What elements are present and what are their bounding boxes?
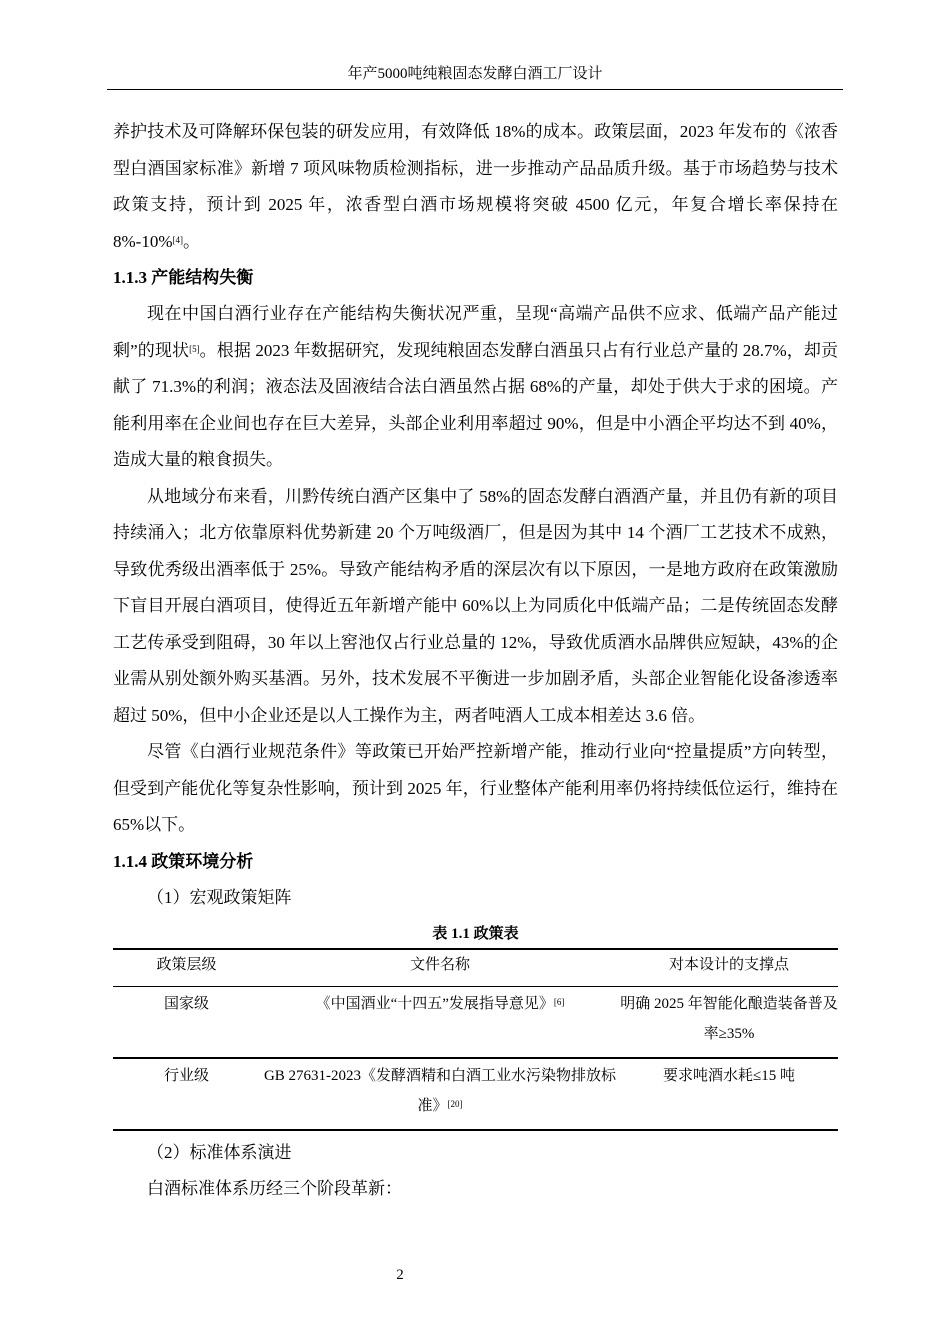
table-caption: 表 1.1 政策表	[432, 925, 519, 942]
column-header-support: 对本设计的支撑点	[668, 956, 789, 973]
document-title: 《中国酒业“十四五”发展指导意见》	[315, 995, 554, 1012]
subheading-macro-policy: （1）宏观政策矩阵	[147, 887, 292, 907]
table-header-row	[113, 949, 838, 987]
header-rule	[107, 89, 843, 90]
citation: [5]	[189, 343, 200, 354]
citation: [20]	[447, 1098, 463, 1109]
paragraph-policy-control: 尽管《白酒行业规范条件》等政策已开始严控新增产能，推动行业向“控量提质”方向转型，但受到产能优化等复杂性影响，预计到 2025 年，行业整体产能利用率仍将持续低位运行，维持在 65%以下。	[113, 742, 838, 834]
paragraph-text: 养护技术及可降解环保包装的研发应用，有效降低 18%的成本。政策层面，2023 年发布的《浓香型白酒国家标准》新增 7 项风味物质检测指标，进一步推动产品品质升级。基于市场趋势与技术政策支持，预计到 2025 年，浓香型白酒市场规模将突破 4500 亿元，年复合增长率保持在 8%-10%	[113, 122, 838, 251]
document-title: GB 27631-2023《发酵酒精和白酒工业水污染物排放标准》	[263, 1067, 617, 1114]
table-row	[113, 1058, 838, 1130]
paragraph-continued	[113, 114, 838, 260]
paragraph-text-end: 。	[182, 231, 200, 251]
cell-support: 要求吨酒水耗≤15 吨	[663, 1067, 795, 1084]
section-heading-1-1-4: 1.1.4 政策环境分析	[113, 851, 254, 871]
page-number: 2	[396, 1267, 404, 1283]
policy-table	[113, 948, 838, 1131]
cell-document	[260, 1058, 620, 1130]
paragraph-text: 。根据 2023 年数据研究，发现纯粮固态发酵白酒虽只占有行业总产量的 28.7%，却贡献了 71.3%的利润；液态法及固液结合法白酒虽然占据 68%的产量，却处于供大于求的困境。产能利用率在企业间也存在巨大差异，头部企业利用率超过 90%，但是中小酒企平均达不到 40%，造成大量的粮食损失。	[113, 340, 838, 469]
paragraph-capacity-imbalance	[113, 296, 838, 479]
page-body	[113, 114, 838, 1207]
table-row	[113, 986, 838, 1058]
paragraph-text: 现在中国白酒行业存在产能结构失衡状况严重，呈现“高端产品供不应求、低端产品产能过剩”的现状	[113, 304, 838, 360]
running-header: 年产5000吨纯粮固态发酵白酒工厂设计	[347, 66, 603, 82]
column-header-level: 政策层级	[156, 956, 217, 973]
paragraph-regional-distribution: 从地域分布来看，川黔传统白酒产区集中了 58%的固态发酵白酒酒产量，并且仍有新的项目持续涌入；北方依靠原料优势新建 20 个万吨级酒厂，但是因为其中 14 个酒厂工艺技术不成熟，导致优秀级出酒率低于 25%。导致产能结构矛盾的深层次有以下原因，一是地方政府在政策激励下盲目开展白酒项目，使得近五年新增产能中 60%以上为同质化中低端产品；二是传统固态发酵工艺传承受到阻碍，30 年以上窖池仅占行业总量的 12%，导致优质酒水品牌供应短缺，43%的企业需从别处额外购买基酒。另外，技术发展不平衡进一步加剧矛盾，头部企业智能化设备渗透率超过 50%，但中小企业还是以人工操作为主，两者吨酒人工成本相差达 3.6 倍。	[113, 486, 838, 725]
citation: [6]	[553, 996, 565, 1007]
citation: [4]	[172, 234, 183, 245]
cell-level: 行业级	[163, 1067, 209, 1084]
cell-document	[260, 986, 620, 1058]
cell-level: 国家级	[163, 995, 209, 1012]
paragraph-standard-stages: 白酒标准体系历经三个阶段革新：	[147, 1178, 402, 1198]
section-heading-1-1-3: 1.1.3 产能结构失衡	[113, 268, 254, 287]
subheading-standard-evolution: （2）标准体系演进	[147, 1142, 292, 1162]
column-header-document: 文件名称	[409, 956, 470, 973]
cell-support: 明确 2025 年智能化酿造装备普及率≥35%	[620, 995, 838, 1042]
